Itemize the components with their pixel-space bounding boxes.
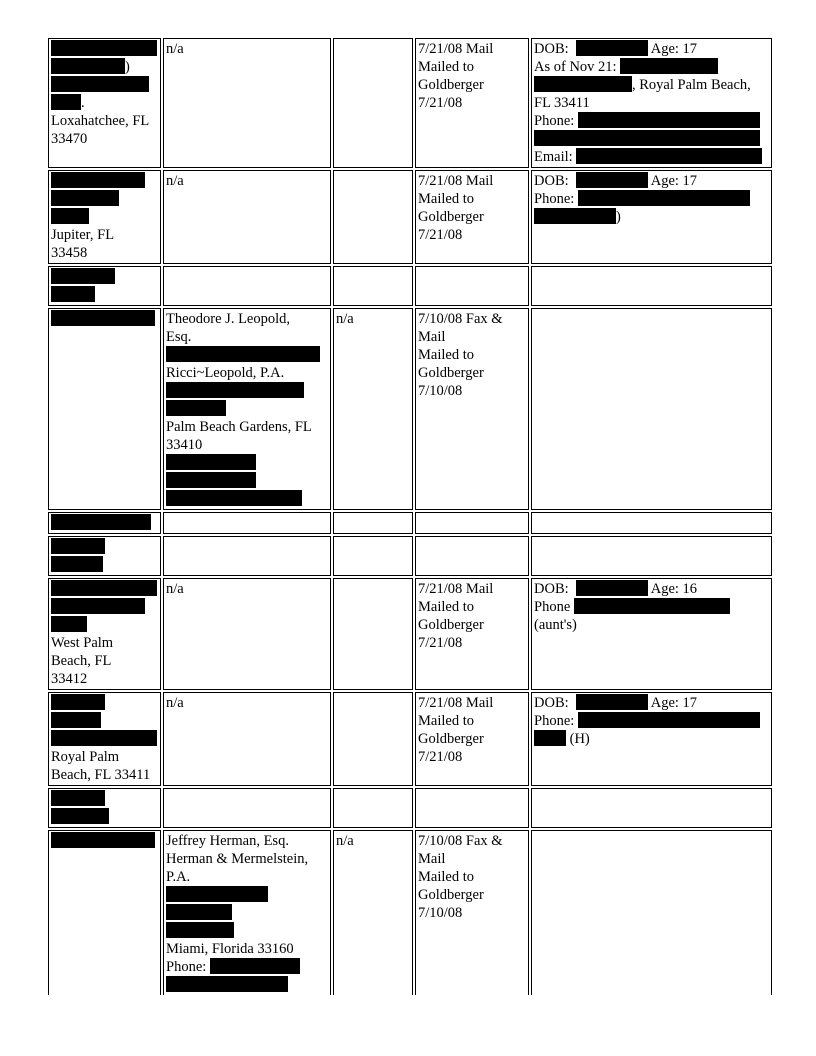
address-text: . <box>81 95 85 111</box>
redaction-block <box>166 472 256 488</box>
age-text: Age: 16 <box>650 581 698 597</box>
redaction-block <box>576 694 648 710</box>
table-row <box>48 308 772 510</box>
redaction-block <box>51 538 105 554</box>
contact-date-cell <box>415 170 529 264</box>
details-cell <box>531 830 772 995</box>
attorney-title: Esq. <box>166 329 192 345</box>
contact-date-cell <box>415 578 529 690</box>
attorney-name: Jeffrey Herman, Esq. <box>166 833 289 849</box>
redaction-block <box>51 598 145 614</box>
contact-date: 7/21/08 <box>418 749 463 765</box>
redaction-block <box>51 172 145 188</box>
attorney-cell <box>163 788 331 828</box>
table-row <box>48 170 772 264</box>
redaction-block <box>576 580 648 596</box>
redaction-block <box>51 712 101 728</box>
redaction-block <box>51 310 155 326</box>
contact-date-cell <box>415 266 529 306</box>
counsel-cell <box>333 692 413 786</box>
phone-label: Phone <box>534 599 571 615</box>
phone-label: Phone: <box>534 191 575 207</box>
contact-method: 7/21/08 Mail <box>418 695 494 711</box>
table-row <box>48 578 772 690</box>
address-zip: 33458 <box>51 245 88 261</box>
redaction-block <box>166 454 256 470</box>
contact-method: 7/10/08 Fax & <box>418 311 503 327</box>
details-cell <box>531 38 772 168</box>
attorney-cell <box>163 536 331 576</box>
attorney-name: Theodore J. Leopold, <box>166 311 291 327</box>
address-city: Miami, Florida 33160 <box>166 941 294 957</box>
name-address-cell <box>48 830 161 995</box>
contact-note: Mailed to <box>418 599 474 615</box>
redaction-block <box>51 616 87 632</box>
redaction-block <box>576 40 648 56</box>
counsel-cell <box>333 788 413 828</box>
contact-method: 7/21/08 Mail <box>418 581 494 597</box>
contact-date: 7/10/08 <box>418 905 463 921</box>
table-row <box>48 788 772 828</box>
contact-date-cell <box>415 536 529 576</box>
redaction-block <box>620 58 718 74</box>
redaction-block <box>534 208 616 224</box>
contact-note: Goldberger <box>418 617 484 633</box>
dob-label: DOB: <box>534 173 569 189</box>
attorney-text: n/a <box>166 695 184 711</box>
details-cell <box>531 512 772 534</box>
name-address-cell <box>48 308 161 510</box>
address-city: West Palm <box>51 635 114 651</box>
phone-label: Phone: <box>166 959 207 975</box>
counsel-text <box>336 172 411 190</box>
contact-method: Mail <box>418 851 446 867</box>
name-address-cell <box>48 170 161 264</box>
dob-label: DOB: <box>534 581 569 597</box>
contact-date: 7/21/08 <box>418 95 463 111</box>
redaction-block <box>51 514 151 530</box>
table-row <box>48 38 772 168</box>
redaction-block <box>51 556 103 572</box>
age-text: Age: 17 <box>650 41 698 57</box>
attorney-text: n/a <box>166 581 184 597</box>
phone-label: Phone: <box>534 113 575 129</box>
email-label: Email: <box>534 149 573 165</box>
details-cell <box>531 788 772 828</box>
name-address-cell <box>48 512 161 534</box>
document-page <box>46 36 770 997</box>
contact-note: Mailed to <box>418 347 474 363</box>
dob-label: DOB: <box>534 41 569 57</box>
redaction-block <box>534 730 566 746</box>
phone-note: (aunt's) <box>534 617 577 633</box>
redaction-block <box>576 172 648 188</box>
attorney-cell <box>163 266 331 306</box>
contact-method: 7/10/08 Fax & <box>418 833 503 849</box>
redaction-block <box>51 190 119 206</box>
redaction-block <box>51 730 157 746</box>
table-row <box>48 512 772 534</box>
contact-date: 7/10/08 <box>418 383 463 399</box>
attorney-cell <box>163 308 331 510</box>
address-city: Palm Beach Gardens, FL <box>166 419 312 435</box>
attorney-cell <box>163 512 331 534</box>
redaction-block <box>534 130 760 146</box>
redaction-block <box>578 112 760 128</box>
address-zip: 33410 <box>166 437 203 453</box>
name-address-cell <box>48 692 161 786</box>
redaction-block <box>51 694 105 710</box>
dob-label: DOB: <box>534 695 569 711</box>
attorney-cell <box>163 692 331 786</box>
law-firm: Herman & Mermelstein, <box>166 851 309 867</box>
attorney-cell <box>163 830 331 995</box>
counsel-text <box>336 40 411 58</box>
counsel-text <box>336 580 411 598</box>
counsel-cell <box>333 578 413 690</box>
name-address-cell <box>48 266 161 306</box>
counsel-text: n/a <box>336 311 354 327</box>
contact-date-cell <box>415 512 529 534</box>
contact-date-cell <box>415 830 529 995</box>
attorney-cell <box>163 578 331 690</box>
redaction-block <box>51 832 155 848</box>
contact-note: Mailed to <box>418 59 474 75</box>
redaction-block <box>578 712 760 728</box>
redaction-block <box>534 76 632 92</box>
table-row <box>48 536 772 576</box>
contact-method: 7/21/08 Mail <box>418 173 494 189</box>
address-city: Loxahatchee, FL <box>51 113 150 129</box>
attorney-cell <box>163 38 331 168</box>
counsel-cell <box>333 512 413 534</box>
counsel-cell <box>333 308 413 510</box>
redaction-block <box>578 190 750 206</box>
name-address-cell <box>48 38 161 168</box>
redaction-block <box>51 268 115 284</box>
address-city: Beach, FL <box>51 653 112 669</box>
counsel-cell <box>333 830 413 995</box>
redaction-block <box>51 94 81 110</box>
redaction-block <box>166 400 226 416</box>
redaction-block <box>576 148 762 164</box>
attorney-cell <box>163 170 331 264</box>
redaction-block <box>51 580 157 596</box>
as-of-label: As of Nov 21: <box>534 59 617 75</box>
redaction-block <box>210 958 300 974</box>
counsel-cell <box>333 38 413 168</box>
phone-text: ) <box>616 209 621 225</box>
redaction-block <box>51 40 157 56</box>
redaction-block <box>51 790 105 806</box>
attorney-text: n/a <box>166 41 184 57</box>
address-text: FL 33411 <box>534 95 590 111</box>
contact-date: 7/21/08 <box>418 227 463 243</box>
details-cell <box>531 692 772 786</box>
contact-date-cell <box>415 308 529 510</box>
redaction-block <box>166 490 302 506</box>
contact-method: Mail <box>418 329 446 345</box>
contact-date-cell <box>415 692 529 786</box>
age-text: Age: 17 <box>650 173 698 189</box>
contact-method: 7/21/08 Mail <box>418 41 494 57</box>
redaction-block <box>166 976 288 992</box>
details-cell <box>531 170 772 264</box>
attorney-text: n/a <box>166 173 184 189</box>
contact-note: Mailed to <box>418 191 474 207</box>
redaction-block <box>166 382 304 398</box>
counsel-cell <box>333 170 413 264</box>
name-address-cell <box>48 788 161 828</box>
redaction-block <box>166 904 232 920</box>
counsel-text <box>336 694 411 712</box>
address-text: ) <box>125 59 130 75</box>
contact-note: Goldberger <box>418 209 484 225</box>
phone-note: (H) <box>566 731 590 747</box>
address-city: Beach, FL 33411 <box>51 767 151 783</box>
law-firm: Ricci~Leopold, P.A. <box>166 365 285 381</box>
address-zip: 33412 <box>51 671 88 687</box>
contact-note: Goldberger <box>418 731 484 747</box>
redaction-block <box>51 58 125 74</box>
details-cell <box>531 536 772 576</box>
contact-note: Goldberger <box>418 365 484 381</box>
law-firm: P.A. <box>166 869 191 885</box>
phone-label: Phone: <box>534 713 575 729</box>
contact-note: Mailed to <box>418 869 474 885</box>
contact-log-table <box>46 36 774 997</box>
counsel-text: n/a <box>336 833 354 849</box>
contact-note: Goldberger <box>418 887 484 903</box>
name-address-cell <box>48 536 161 576</box>
counsel-cell <box>333 536 413 576</box>
contact-date-cell <box>415 788 529 828</box>
details-cell <box>531 308 772 510</box>
redaction-block <box>574 598 730 614</box>
address-city: Royal Palm <box>51 749 120 765</box>
name-address-cell <box>48 578 161 690</box>
redaction-block <box>166 886 268 902</box>
contact-note: Goldberger <box>418 77 484 93</box>
redaction-block <box>51 76 149 92</box>
details-cell <box>531 266 772 306</box>
address-zip: 33470 <box>51 131 88 147</box>
redaction-block <box>51 286 95 302</box>
table-row <box>48 692 772 786</box>
redaction-block <box>51 808 109 824</box>
redaction-block <box>51 208 89 224</box>
details-cell <box>531 578 772 690</box>
table-row <box>48 830 772 995</box>
age-text: Age: 17 <box>650 695 698 711</box>
redaction-block <box>166 346 320 362</box>
redaction-block <box>166 922 234 938</box>
contact-note: Mailed to <box>418 713 474 729</box>
contact-date: 7/21/08 <box>418 635 463 651</box>
table-row <box>48 266 772 306</box>
contact-date-cell <box>415 38 529 168</box>
counsel-cell <box>333 266 413 306</box>
address-city: Jupiter, FL <box>51 227 115 243</box>
address-text: , Royal Palm Beach, <box>632 77 751 93</box>
